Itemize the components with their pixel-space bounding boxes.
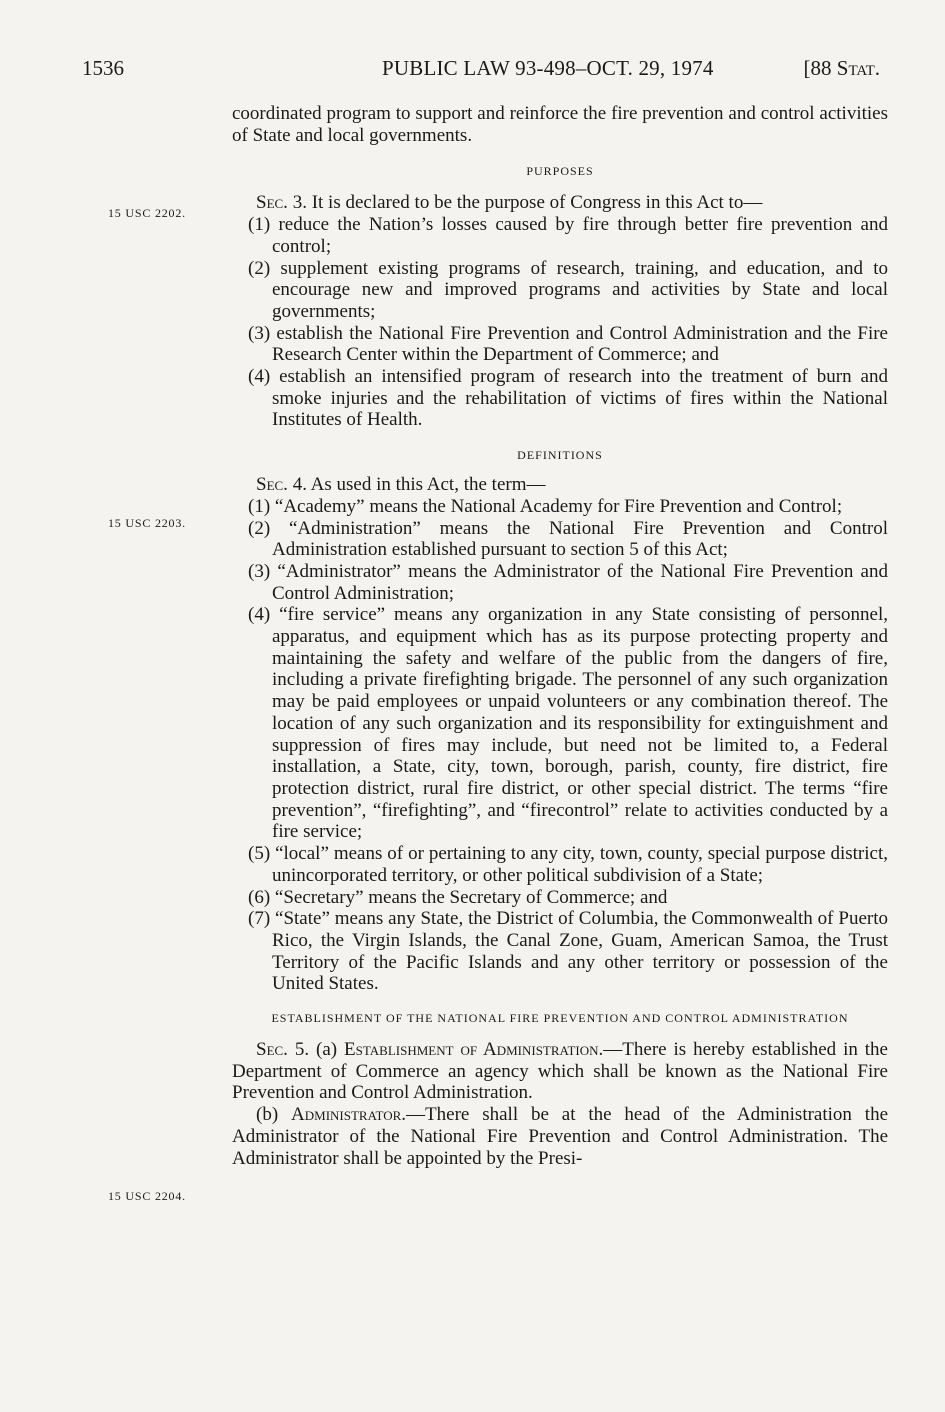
purpose-item: (4) establish an intensified program of research into the treatment of burn and smoke injuries and the rehabilitation of victims of fires within the National Institutes of Health.: [248, 366, 888, 431]
intro-paragraph: coordinated program to support and reinforce the fire prevention and control activities of State and local governments.: [232, 103, 888, 146]
section-5b-text: —There shall be at the head of the Administration the Administrator of the National Fire Prevention and Control Administration. The Administrator shall be appointed by the Presi-: [232, 1104, 888, 1169]
body-text: [232, 103, 888, 1169]
page-number: 1536: [82, 56, 124, 80]
section-5a-prefix: 5. (a): [287, 1039, 345, 1061]
section-5a-text: —There is hereby established in the Department of Commerce an agency which shall be known as the National Fire Prevention and Control Administration.: [232, 1039, 888, 1104]
volume-reference: [88 Stat.: [803, 56, 880, 80]
definitions-heading: DEFINITIONS: [517, 448, 603, 463]
definition-item: (5) “local” means of or pertaining to any city, town, county, special purpose district, unincorporated territory, or other political subdivision of a State;: [248, 843, 888, 886]
margin-note-2202: 15 USC 2202.: [108, 206, 186, 220]
section-4-text: 4. As used in this Act, the term—: [287, 474, 546, 496]
purpose-item: (1) reduce the Nation’s losses caused by fire through better fire prevention and control;: [248, 214, 888, 257]
definition-item: (4) “fire service” means any organization in any State consisting of personnel, apparatus, and equipment which has as its purpose protecting property and maintaining the safety and welfare of the public from the dangers of fire, including a private firefighting brigade. The personnel of any such organization may be paid employees or unpaid volunteers or any combination thereof. The location of any such organization and its responsibility for extinguishment and suppression of fires may include, but need not be limited to, a Federal installation, a State, city, town, borough, parish, county, fire district, fire protection district, rural fire district, or other special district. The terms “fire prevention”, “firefighting”, and “firecontrol” relate to activities conducted by a fire service;: [248, 604, 888, 843]
margin-note-2204: 15 USC 2204.: [108, 1189, 186, 1203]
section-5a-caption: Establishment of Administration.: [344, 1039, 604, 1061]
running-title: PUBLIC LAW 93-498–OCT. 29, 1974: [382, 56, 714, 80]
section-5a-paragraph: [232, 1039, 888, 1104]
section-3-lead: [232, 192, 888, 214]
definition-item: (1) “Academy” means the National Academy for Fire Prevention and Control;: [248, 495, 843, 517]
section-label: Sec.: [256, 192, 288, 214]
establishment-heading: ESTABLISHMENT OF THE NATIONAL FIRE PREVENTION AND CONTROL ADMINISTRATION: [271, 1011, 849, 1026]
definition-item: (7) “State” means any State, the District of Columbia, the Commonwealth of Puerto Rico, the Virgin Islands, the Canal Zone, Guam, American Samoa, the Trust Territory of the Pacific Islands and any other territory or possession of the United States.: [248, 908, 888, 995]
section-4-lead: [232, 474, 888, 496]
purpose-item: (3) establish the National Fire Prevention and Control Administration and the Fire Research Center within the Department of Commerce; and: [248, 322, 888, 366]
section-5b-caption: Administrator.: [291, 1104, 407, 1126]
purpose-item: (2) supplement existing programs of research, training, and education, and to encourage new and improved programs and activities by State and local governments;: [248, 257, 888, 322]
section-5b-prefix: (b): [256, 1104, 292, 1126]
definition-item: (6) “Secretary” means the Secretary of Commerce; and: [248, 886, 668, 908]
section-label: Sec.: [256, 474, 288, 496]
purposes-heading: PURPOSES: [526, 164, 594, 179]
section-label: Sec.: [256, 1039, 288, 1061]
definition-item: (2) “Administration” means the National Fire Prevention and Control Administration established pursuant to section 5 of this Act;: [248, 517, 888, 561]
section-3-text: 3. It is declared to be the purpose of Congress in this Act to—: [287, 192, 763, 214]
margin-note-2203: 15 USC 2203.: [108, 516, 186, 530]
page-header: [82, 56, 882, 84]
section-5b-paragraph: [232, 1104, 888, 1169]
definition-item: (3) “Administrator” means the Administrator of the National Fire Prevention and Control Administration;: [248, 560, 888, 604]
